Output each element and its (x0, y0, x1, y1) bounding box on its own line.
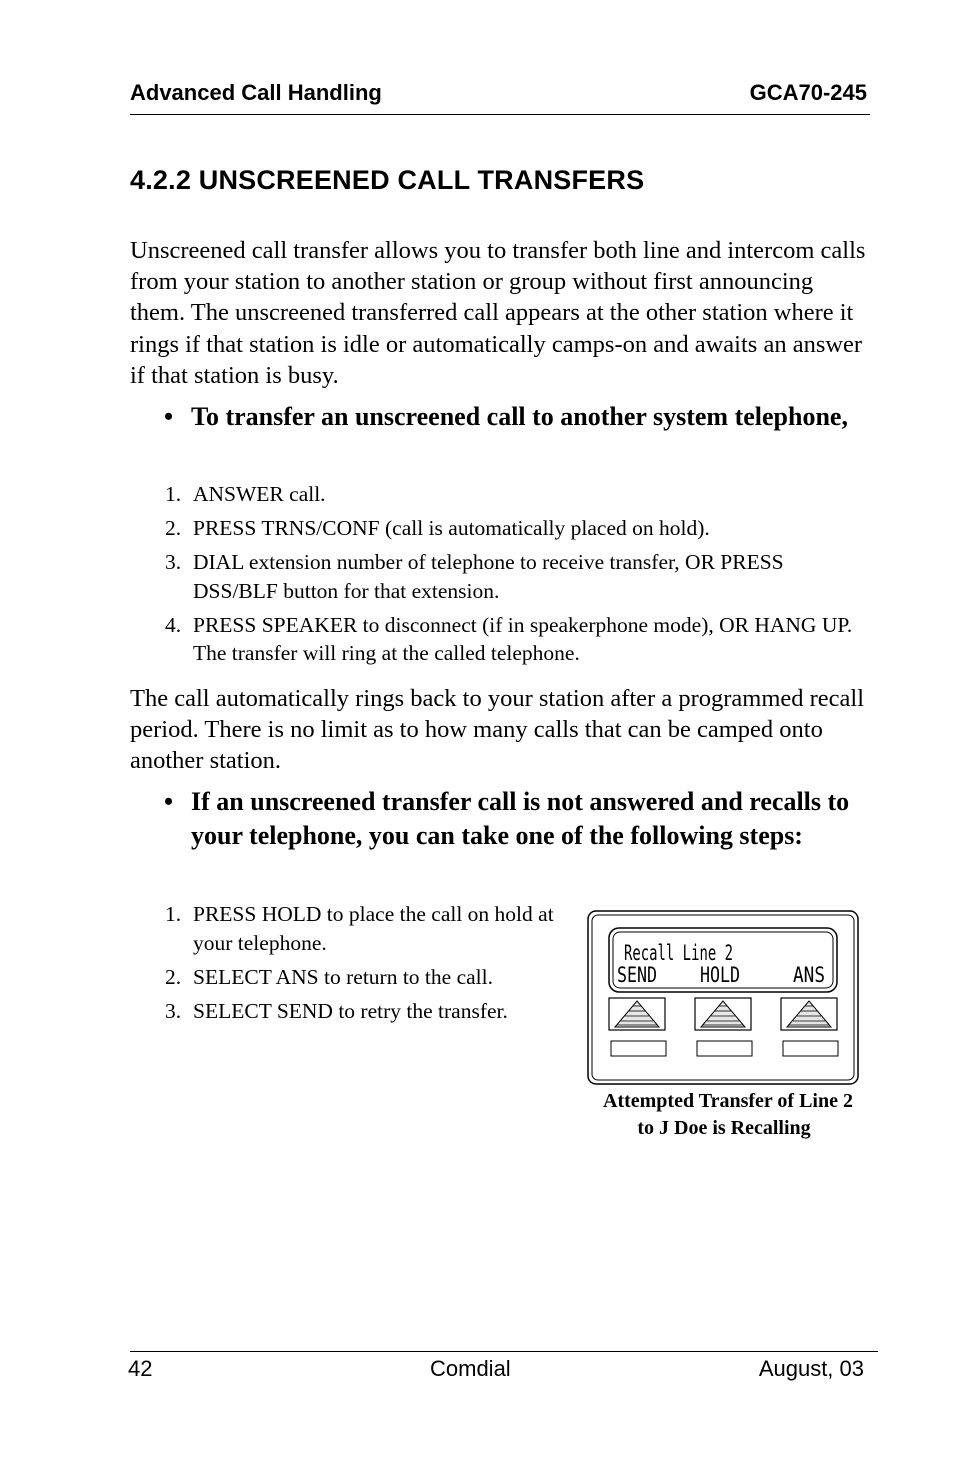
footer-date: August, 03 (758, 1356, 864, 1381)
softkey-button-1[interactable] (609, 998, 665, 1030)
step-number: 2. (165, 964, 182, 989)
footer-rule (130, 1351, 878, 1352)
step-text: PRESS TRNS/CONF (call is automatically placed on hold). (193, 516, 710, 540)
bullet-heading-transfer (164, 400, 864, 434)
lcd-softkey-hold: HOLD (700, 963, 740, 987)
key-label-strip-3 (783, 1041, 838, 1056)
phone-display-illustration (587, 910, 859, 1085)
key-label-strip-1 (611, 1041, 666, 1056)
lcd-softkey-send: SEND (617, 963, 657, 987)
header-rule (130, 114, 870, 115)
bullet-heading-text: If an unscreened transfer call is not answered and recalls to your telephone, you can take one of the following steps: (191, 787, 850, 850)
transfer-steps-list (165, 480, 865, 673)
bullet-heading-text: To transfer an unscreened call to another system telephone, (191, 402, 848, 431)
step-number: 2. (165, 516, 182, 540)
list-item (165, 963, 565, 992)
lcd-softkey-ans: ANS (793, 963, 825, 987)
step-number: 3. (165, 998, 182, 1023)
list-item (165, 480, 865, 509)
step-text: DIAL extension number of telephone to receive transfer, OR PRESS DSS/BLF button for that extension. (193, 550, 784, 603)
step-number: 4. (165, 612, 182, 637)
section-title: 4.2.2 UNSCREENED CALL TRANSFERS (130, 165, 645, 195)
caption-line-2: to J Doe is Recalling (637, 1117, 811, 1139)
step-number: 1. (165, 902, 182, 926)
bullet-heading-recall (164, 785, 864, 853)
document-number: GCA70-245 (749, 80, 867, 105)
step-text: SELECT SEND to retry the transfer. (193, 998, 508, 1023)
list-item (165, 997, 565, 1026)
bullet-marker: • (164, 787, 174, 816)
footer-publisher: Comdial (430, 1356, 511, 1381)
recall-paragraph: The call automatically rings back to your station after a programmed recall period. There is no limit as to how many calls that can be camped onto another station. (130, 685, 865, 775)
softkey-button-2[interactable] (695, 998, 751, 1030)
caption-line-1: Attempted Transfer of Line 2 (603, 1090, 853, 1112)
figure-caption (587, 1088, 869, 1142)
step-text: ANSWER call. (193, 482, 326, 506)
list-item (165, 548, 865, 605)
softkey-button-3[interactable] (781, 998, 837, 1030)
lcd-line-1: Recall Line 2 (624, 941, 733, 965)
intro-paragraph: Unscreened call transfer allows you to transfer both line and intercom calls from your station to another station or group without first announcing them. The unscreened transferred call appears at the other station where it rings if that station is idle or automatically camps-on and awaits an answer if that station is busy. (130, 237, 866, 389)
step-text: SELECT ANS to return to the call. (193, 964, 493, 989)
list-item (165, 514, 865, 543)
step-text: PRESS SPEAKER to disconnect (if in speakerphone mode), OR HANG UP. The transfer will ring at the called telephone. (193, 612, 853, 665)
page-number: 42 (128, 1356, 153, 1381)
step-number: 1. (165, 482, 182, 506)
list-item (165, 900, 565, 957)
key-label-strip-2 (697, 1041, 752, 1056)
bullet-marker: • (164, 402, 174, 431)
step-number: 3. (165, 550, 182, 574)
step-text: PRESS HOLD to place the call on hold at your telephone. (193, 902, 554, 955)
running-header-title: Advanced Call Handling (130, 80, 382, 105)
list-item (165, 611, 865, 668)
recall-steps-list (165, 900, 565, 1031)
